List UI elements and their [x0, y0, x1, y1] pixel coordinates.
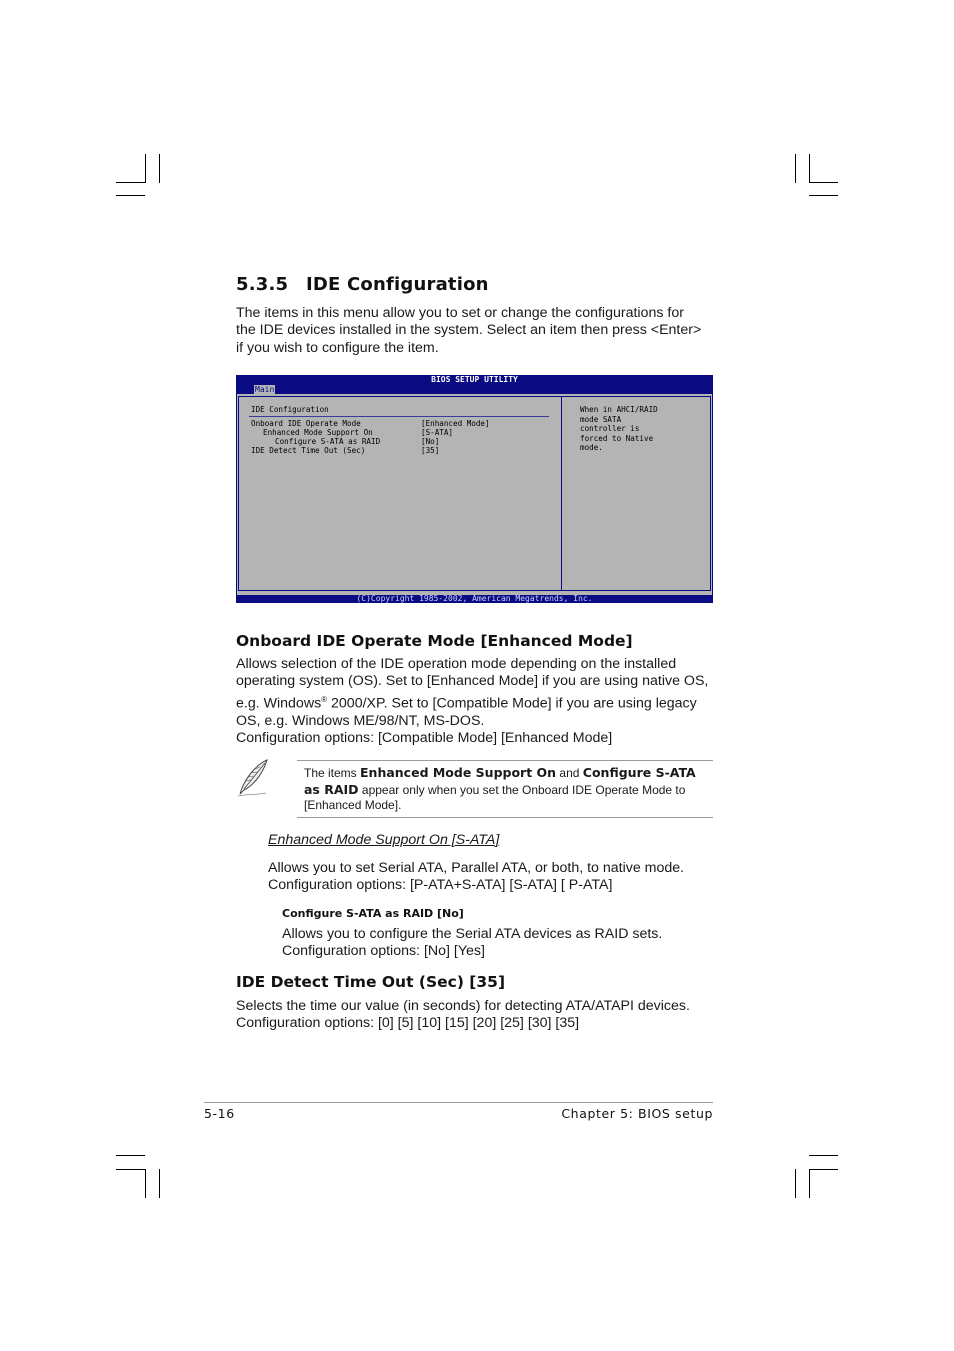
intro-line: The items in this menu allow you to set or change the configurations for [236, 305, 684, 321]
bios-menu-heading: IDE Configuration [251, 405, 329, 414]
onboard-heading: Onboard IDE Operate Mode [Enhanced Mode] [236, 632, 633, 650]
crop-mark [795, 1169, 796, 1198]
crop-mark [809, 1169, 838, 1170]
crop-mark [116, 1169, 145, 1170]
bios-row-label: Onboard IDE Operate Mode [251, 419, 361, 428]
raid-paragraph: Allows you to configure the Serial ATA devices as RAID sets. Configuration options: [No] [Yes] [282, 926, 663, 960]
bios-heading-rule [249, 416, 549, 417]
crop-mark [795, 154, 796, 183]
bios-row-label: IDE Detect Time Out (Sec) [251, 446, 366, 455]
crop-mark [159, 154, 160, 183]
crop-mark [145, 1169, 146, 1198]
onboard-paragraph: Allows selection of the IDE operation mode depending on the installed operating system (OS). Set to [Enhanced Mode] if you are using native OS, e.g. Windows® 2000/XP. Set to [Compatible Mode] if you are using legacy OS, e.g. Windows ME/98/NT, MS-DOS. Configuration options: [Compatible Mode] [Enhanced Mode] [236, 656, 709, 747]
bios-copyright: (C)Copyright 1985-2002, American Megatrends, Inc. [356, 594, 593, 603]
intro-line: if you wish to configure the item. [236, 339, 439, 356]
note-top-rule [297, 760, 713, 761]
bios-row-label: Enhanced Mode Support On [263, 428, 373, 437]
enhanced-paragraph: Allows you to set Serial ATA, Parallel ATA, or both, to native mode. Configuration options: [P-ATA+S-ATA] [S-ATA] [ P-ATA] [268, 860, 685, 894]
section-title [236, 274, 489, 295]
crop-mark [809, 1169, 810, 1198]
crop-mark [145, 154, 146, 183]
bios-tab-main: Main [255, 385, 275, 394]
section-number: 5.3.5 [236, 274, 289, 295]
bios-divider [561, 397, 562, 590]
bios-screenshot [236, 375, 713, 603]
note-bottom-rule [297, 817, 713, 818]
bios-row-value: [S-ATA] [421, 428, 454, 437]
crop-mark [809, 154, 810, 183]
crop-mark [116, 182, 145, 183]
crop-mark [159, 1169, 160, 1198]
bios-row-value: [35] [421, 446, 440, 455]
page-number: 5-16 [204, 1106, 235, 1121]
feather-pen-icon [236, 758, 272, 798]
bios-frame [238, 396, 711, 591]
intro-paragraph [236, 305, 716, 357]
bios-menu [251, 405, 329, 414]
bios-row-value: [Enhanced Mode] [421, 419, 490, 428]
raid-heading: Configure S-ATA as RAID [No] [282, 907, 464, 920]
bios-body [237, 394, 712, 595]
bios-help-text: When in AHCI/RAID mode SATA controller is forced to Native mode. [580, 405, 658, 453]
intro-line: the IDE devices installed in the system. Select an item then press <Enter> [236, 322, 702, 339]
bios-row-value: [No] [421, 437, 440, 446]
enhanced-heading: Enhanced Mode Support On [S-ATA] [268, 832, 500, 848]
detect-heading: IDE Detect Time Out (Sec) [35] [236, 973, 506, 991]
detect-paragraph: Selects the time our value (in seconds) for detecting ATA/ATAPI devices. Configuration options: [0] [5] [10] [15] [20] [25] [30] [35] [236, 998, 690, 1032]
section-heading: IDE Configuration [306, 274, 489, 295]
bios-row-label: Configure S-ATA as RAID [275, 437, 381, 446]
chapter-label: Chapter 5: BIOS setup [561, 1106, 713, 1121]
note-text: The items Enhanced Mode Support On and Configure S-ATA as RAID appear only when you set the Onboard IDE Operate Mode to [Enhanced Mode]. [304, 765, 696, 812]
crop-mark [116, 1155, 145, 1156]
crop-mark [809, 182, 838, 183]
crop-mark [116, 195, 145, 196]
footer-rule [204, 1102, 713, 1103]
bios-title: BIOS SETUP UTILITY [431, 375, 518, 384]
crop-mark [809, 195, 838, 196]
crop-mark [809, 1155, 838, 1156]
